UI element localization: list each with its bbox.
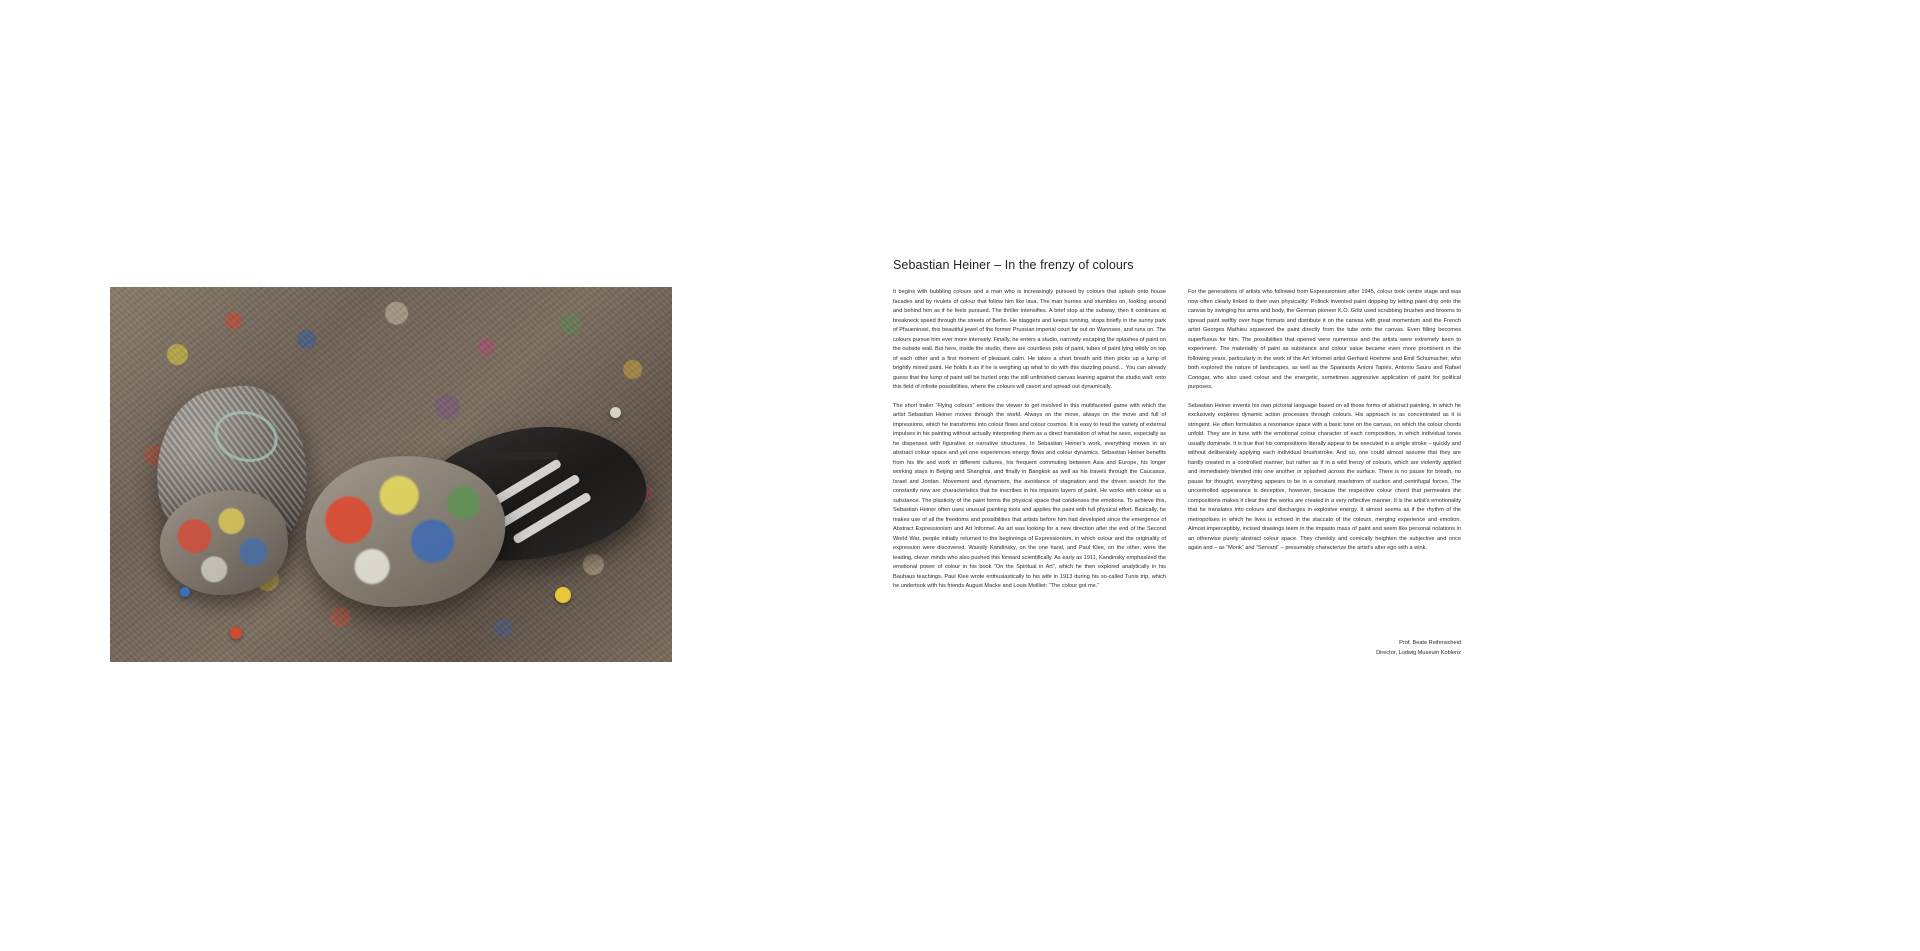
essay-paragraph: Sebastian Heiner invents his own pictorial language based on all those forms of abstract painting, in which he exclusively explores dynamic action processes through colours. His approach is as concentrated as it is stringent. He often formulates a resonance space with a basic tone on the canvas, on which the colour chords unfold. They are in tune with the emotional colour character of each composition, in which individual tones usually dominate. It is true that his compositions literally appear to be executed in a single stroke – quickly and without deliberately applying each individual brushstroke. And so, one could almost assume that they are hardly created in a controlled manner, but rather as if in a wild frenzy of colours, which are violently applied and immediately blended into one another or splashed across the surface. There is no pause for breath, no pause for thought, everything appears to be in a constant maelstrom of suction and centrifugal forces. The uncontrolled appearance is deceptive, however, because the respective colour chord that permeates the compositions makes it clear that the works are created in a very reflective manner. It is the artist's emotionality that he translates into colours and discharges in explosive energy. It almost seems as if the rhythm of the metropolises in which he lives is echoed in the staccato of the colours, merging experience and emotion. Almost imperceptibly, incised drawings teem in the impasto mass of paint and seem like personal notations in an otherwise purely abstract colour space. They cheekily and comically heighten the subjective and once again and – as “Monk” and “Servant” – presumably characterize the artist's alter ego with a wink. xyxy=(1188,402,1461,551)
essay-paragraph: For the generations of artists who followed from Expressionism after 1945, colour took centre stage and was now often clearly linked to their own physicality: Pollock invented paint dripping by letting paint drip onto the canvas by swinging his arms and body, the German pioneer K.O. Götz used scrubbing brushes and brooms to spread paint swiftly over huge formats and distribute it on the canvas with great momentum and the French artist Georges Mathieu squeezed the paint directly from the tube onto the canvas. Even filling becomes superfluous for him. The possibilities that opened were numerous and the artists were extremely keen to experiment. The materiality of paint as substance and colour value became even more prominent in the following years, particularly in the work of the Art Informel artist Gerhard Hoehme and Emil Schumacher, who both explored the nature of landscapes, as well as the Spaniards Antoni Tapiès, Antonio Saura and Rafael Conogar, who also used colour and the energetic, sometimes aggressive application of paint for political purposes. xyxy=(1188,289,1461,390)
essay-columns xyxy=(893,288,1461,592)
essay-block xyxy=(893,258,1461,592)
sneaker-upper-painted xyxy=(301,449,511,613)
paint-dot xyxy=(555,587,571,603)
paint-dot xyxy=(230,627,242,639)
paint-dot xyxy=(180,587,190,597)
photo-plate xyxy=(110,287,672,662)
essay-column-right xyxy=(1188,288,1461,554)
essay-credit xyxy=(1188,639,1461,658)
paint-dot xyxy=(610,407,621,418)
credit-author-name: Prof. Beate Reifenscheid xyxy=(1399,640,1461,646)
essay-column-left xyxy=(893,288,1166,592)
essay-title: Sebastian Heiner – In the frenzy of colours xyxy=(893,258,1134,272)
credit-author-role: Director, Ludwig Museum Koblenz xyxy=(1376,649,1461,656)
right-sneaker xyxy=(299,427,542,643)
essay-paragraph: It begins with bubbling colours and a man who is increasingly pursued by colours that splash onto house facades and by rivulets of colour that follow him like lava. The man hurries and stumbles on, looking around and behind him as if he feels pursued. The thriller intensifies. A brief stop at the subway, then it continues at breakneck speed through the streets of Berlin. He staggers and keeps running, stops briefly in the sunny park of Pfaueninsel, this beautiful jewel of the former Prussian imperial court far out on Wannsee, and runs on. The colours pursue him ever more intensely. Finally, he enters a studio, narrowly escaping the splashes of paint on the outside wall. But here, inside the studio, there are countless pots of paint, tubes of paint lying wildly on top of each other and a first moment of pleasant calm. He takes a short breath and then picks up a lump of brightly mixed paint. He holds it as if he is weighing up what to do with this dazzling pound… You can already guess that the lump of paint will be hurled onto the still unfinished canvas leaning against the studio wall: onto this field of infinite possibilities, where the colours will cavort and spread out dynamically. xyxy=(893,289,1166,390)
essay-paragraph: The short trailer “Flying colours” entices the viewer to get involved in this multifaceted game with which the artist Sebastian Heiner moves through the world. Always on the move, always on the move and full of impressions, which he transforms into colour flows and colour cosmos. It is easy to read the variety of external impulses in his painting without actually interpreting them as a direct translation of what he sees, especially as he dispenses with figurative or narrative structures. In Sebastian Heiner's work, everything moves in an abstract colour space and yet one experiences energy flows and colour dynamics. Sebastian Heiner benefits from his life and work in different cultures, his frequent commuting between Asia and Europe, his longer working stays in Beijing and Shanghai, and finally in Bangkok as well as his travels through the Caucasus, Israel and Jordan. Movement and dynamism, the avoidance of stagnation and the driven search for the constantly new are characteristics that he inscribes in his impasto layers of paint. He works with colour as a substance. The plasticity of the paint forms the physical space that condenses the emotions. To achieve this, Sebastian Heiner often uses unusual painting tools and applies the paint with full physical effort. Basically, he makes use of all the freedoms and possibilities that artists before him had developed since the emergence of Abstract Expressionism and Art Informel. As art was looking for a new direction after the end of the Second World War, people initially returned to the beginnings of Expressionism, in which colour and the originality of expression were discovered. Wassily Kandinsky, on the one hand, and Paul Klee, on the other, were the leading, clever minds who also pushed this forward scientifically. As early as 1911, Kandinsky emphasized the emotional power of colour in his book “On the Spiritual in Art”, which he then explored analytically in his Bauhaus teachings. Paul Klee wrote enthusiastically to his wife in 1913 during his so-called Tunis trip, which he undertook with his friends August Macke and Louis Moilliet: “The colour got me.” xyxy=(893,402,1166,589)
